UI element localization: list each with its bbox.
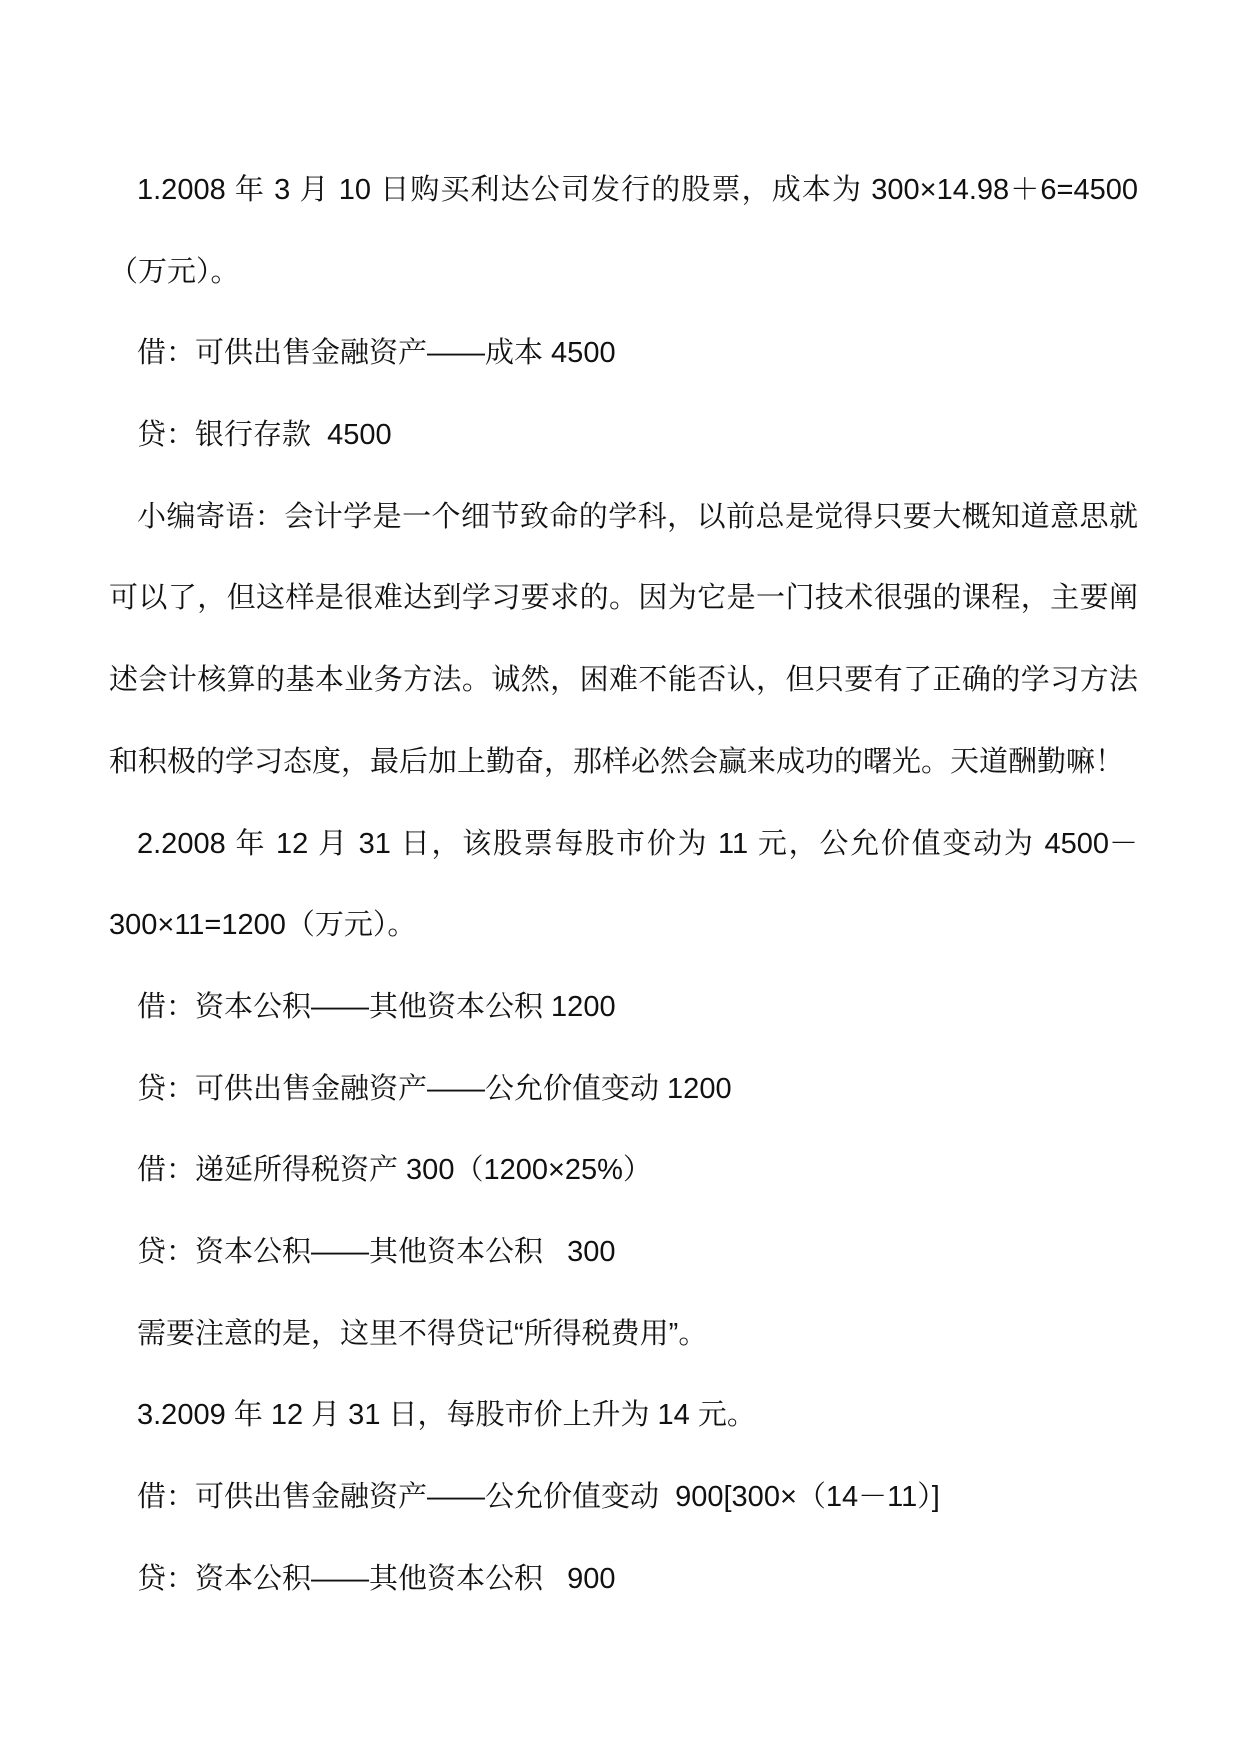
- section3-credit-entry: 贷：资本公积——其他资本公积 900: [137, 1562, 616, 1595]
- section2-intro-line2: 300×11=1200（万元）。: [109, 909, 417, 942]
- section1-credit-entry: 贷：银行存款 4500: [137, 419, 392, 452]
- section2-credit-entry-2: 贷：资本公积——其他资本公积 300: [137, 1235, 616, 1268]
- section3-debit-entry: 借：可供出售金融资产——公允价值变动 900[300×（14－11）]: [137, 1481, 940, 1513]
- section1-intro-line2: （万元）。: [109, 255, 240, 288]
- editor-note-line3: 述会计核算的基本业务方法。诚然，困难不能否认，但只要有了正确的学习方法: [109, 664, 1138, 697]
- section1-debit-entry: 借：可供出售金融资产——成本 4500: [137, 337, 616, 370]
- section2-credit-entry-1: 贷：可供出售金融资产——公允价值变动 1200: [137, 1072, 732, 1105]
- section2-debit-entry-1: 借：资本公积——其他资本公积 1200: [137, 990, 616, 1023]
- section2-debit-entry-2: 借：递延所得税资产 300（1200×25%）: [137, 1154, 652, 1187]
- section3-intro: 3.2009 年 12 月 31 日，每股市价上升为 14 元。: [137, 1399, 756, 1432]
- section2-intro-line1: 2.2008 年 12 月 31 日，该股票每股市价为 11 元，公允价值变动为 4500－: [137, 827, 1138, 860]
- editor-note-line2: 可以了，但这样是很难达到学习要求的。因为它是一门技术很强的课程，主要阐: [109, 582, 1138, 615]
- editor-note-line4: 和积极的学习态度，最后加上勤奋，那样必然会赢来成功的曙光。天道酬勤嘛！: [109, 745, 1125, 778]
- section2-note: 需要注意的是，这里不得贷记“所得税费用”。: [137, 1317, 708, 1350]
- editor-note-line1: 小编寄语：会计学是一个细节致命的学科，以前总是觉得只要大概知道意思就: [137, 500, 1138, 533]
- section1-intro-line1: 1.2008 年 3 月 10 日购买利达公司发行的股票，成本为 300×14.98＋6=4500: [137, 174, 1138, 206]
